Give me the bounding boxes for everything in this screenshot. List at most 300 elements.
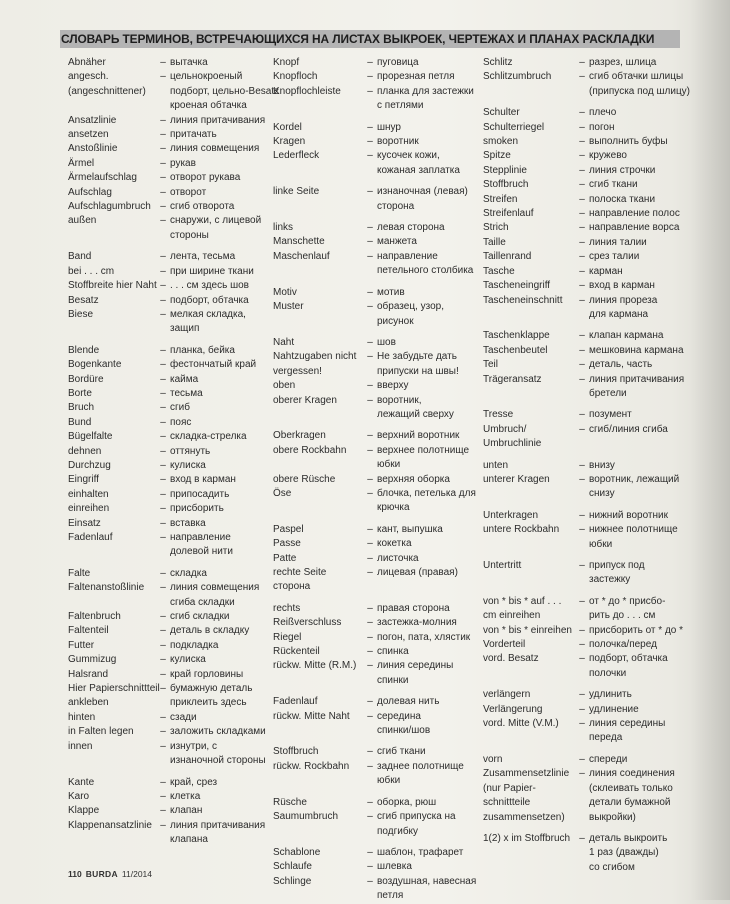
entry-dash: – [579, 524, 585, 536]
entry-dash: – [579, 832, 585, 844]
entry-dash: – [367, 57, 373, 68]
glossary-entry [273, 760, 473, 774]
entry-translation: планка для застежки [377, 85, 474, 97]
entry-term: Halsrand [68, 668, 109, 680]
glossary-entry [483, 667, 698, 681]
glossary-entry [273, 580, 473, 594]
entry-translation: линия середины [589, 718, 666, 730]
glossary-entry [68, 99, 268, 113]
entry-term: unten [483, 459, 509, 471]
entry-dash: – [160, 359, 166, 371]
entry-term: Tasche [483, 265, 515, 277]
entry-term: Blende [68, 344, 100, 356]
entry-term [483, 667, 575, 681]
entry-term [273, 501, 363, 515]
glossary-entry [68, 668, 268, 682]
entry-spacer [483, 825, 698, 832]
glossary-entry [483, 731, 698, 745]
entry-dash: – [367, 394, 373, 406]
entry-term: Teil [483, 359, 499, 371]
entry-dash: – [160, 308, 166, 320]
glossary-entry [68, 653, 268, 667]
entry-dash: – [367, 336, 373, 348]
entry-dash: – [579, 595, 585, 607]
entry-dash: – [579, 459, 585, 471]
entry-translation: кожаная заплатка [377, 164, 460, 176]
entry-dash: – [367, 85, 373, 97]
glossary-entry [483, 595, 698, 609]
glossary-entry [68, 754, 268, 768]
entry-translation: воздушная, навесная [377, 875, 477, 887]
entry-translation: подборт, обтачка [589, 653, 668, 665]
entry-dash: – [160, 776, 166, 788]
entry-dash: – [160, 445, 166, 457]
glossary-entry [273, 473, 473, 487]
entry-dash: – [579, 208, 585, 220]
entry-term [68, 322, 156, 336]
entry-term [483, 308, 575, 322]
entry-translation: погон [589, 121, 615, 133]
glossary-entry [68, 596, 268, 610]
entry-translation: 1 раз (дважды) [589, 847, 659, 859]
entry-dash [575, 85, 589, 99]
entry-translation: фестончатый край [170, 359, 257, 371]
entry-translation: карман [589, 265, 623, 277]
glossary-entry [273, 724, 473, 738]
entry-term: Schlitzumbruch [483, 71, 552, 83]
entry-translation: припосадить [170, 488, 230, 500]
entry-term: Bordüre [68, 373, 104, 385]
entry-translation: направление [377, 250, 438, 262]
entry-dash: – [160, 265, 166, 277]
entry-translation: линия притачивания [170, 114, 266, 126]
entry-translation: бретели [589, 387, 627, 399]
entry-term: Eingriff [68, 474, 99, 486]
entry-term [273, 99, 363, 113]
glossary-entry [68, 358, 268, 372]
entry-translation: вход в карман [170, 474, 236, 486]
entry-dash [575, 846, 589, 860]
entry-term [68, 754, 156, 768]
entry-dash: – [160, 373, 166, 385]
entry-dash: – [160, 201, 166, 213]
glossary-entry [483, 193, 698, 207]
entry-translation: линия притачивания [589, 373, 685, 385]
entry-translation: подгибку [377, 825, 419, 837]
entry-translation: прорезная петля [377, 71, 455, 83]
glossary-entry [68, 567, 268, 581]
entry-dash: – [579, 179, 585, 191]
entry-dash: – [367, 696, 373, 708]
entry-term: oberer Kragen [273, 394, 337, 406]
glossary-entry [68, 473, 268, 487]
entry-dash: – [367, 250, 373, 262]
entry-term [273, 774, 363, 788]
entry-term: zusammensetzen) [483, 811, 565, 823]
glossary-entry [68, 430, 268, 444]
entry-term: Stoffbruch [483, 179, 529, 191]
entry-dash [363, 164, 377, 178]
entry-dash [363, 674, 377, 688]
entry-dash [363, 889, 377, 903]
entry-dash: – [579, 222, 585, 234]
entry-term: obere Rüsche [273, 473, 336, 485]
entry-dash: – [579, 107, 585, 119]
entry-term: Futter [68, 639, 95, 651]
entry-dash: – [160, 625, 166, 637]
glossary-entry [483, 221, 698, 235]
entry-translation: припуски на швы! [377, 365, 459, 377]
entry-translation: сторона [377, 200, 415, 212]
entry-term: Durchzug [68, 459, 111, 471]
entry-term: Rückenteil [273, 646, 320, 658]
entry-translation: линия середины [377, 660, 454, 672]
entry-spacer [483, 401, 698, 408]
entry-dash: – [367, 646, 373, 658]
entry-dash: – [367, 875, 373, 887]
entry-translation: с петлями [377, 100, 424, 112]
entry-dash [363, 365, 377, 379]
entry-term: vorn [483, 753, 503, 765]
glossary-entry [68, 344, 268, 358]
entry-translation: сгиб ткани [589, 179, 638, 191]
entry-translation: мотив [377, 286, 405, 298]
glossary-entry [68, 624, 268, 638]
entry-translation: детали бумажной [589, 797, 671, 809]
entry-translation: переда [589, 732, 623, 744]
glossary-entry [68, 56, 268, 70]
entry-term: Aufschlagumbruch [68, 201, 151, 213]
entry-translation: защип [170, 323, 200, 335]
glossary-entry [483, 796, 698, 810]
entry-term: bei . . . cm [68, 265, 115, 277]
entry-term: Vorderteil [483, 639, 526, 651]
entry-dash: – [160, 668, 166, 680]
entry-dash [156, 833, 170, 847]
entry-term: Ärmelaufschlag [68, 172, 137, 184]
glossary-entry [68, 279, 268, 293]
entry-dash: – [160, 740, 166, 752]
entry-spacer [483, 322, 698, 329]
magazine-issue: 11/2014 [121, 869, 153, 879]
entry-dash: – [367, 567, 373, 578]
glossary-entry [68, 682, 268, 696]
entry-dash: – [579, 150, 585, 162]
glossary-entry [483, 688, 698, 702]
entry-translation: полочки [589, 667, 627, 679]
entry-dash: – [160, 294, 166, 306]
entry-translation: деталь в складку [170, 625, 250, 637]
entry-translation: кант, выпушка [377, 523, 443, 535]
entry-translation: плечо [589, 107, 617, 119]
entry-translation: спинки [377, 674, 409, 686]
entry-term: Ansatzlinie [68, 114, 117, 126]
entry-dash: – [160, 532, 166, 543]
entry-term: Umbruchlinie [483, 438, 542, 450]
entry-dash [363, 458, 377, 472]
glossary-entry [483, 753, 698, 767]
page-number: 110 [68, 869, 82, 879]
entry-translation: блочка, петелька для [377, 487, 476, 499]
entry-translation: снизу [589, 488, 615, 500]
entry-dash: – [160, 114, 166, 126]
glossary-entry [483, 832, 698, 846]
entry-dash: – [579, 423, 585, 435]
entry-term: Streifen [483, 193, 518, 205]
entry-term [273, 408, 363, 422]
glossary-entry [483, 344, 698, 358]
entry-dash: – [367, 861, 373, 873]
entry-dash [156, 99, 170, 113]
glossary-entry [483, 717, 698, 731]
entry-term: linke Seite [273, 186, 320, 198]
entry-dash: – [367, 660, 373, 672]
entry-term [483, 846, 575, 860]
glossary-entry [273, 710, 473, 724]
entry-translation: . . . см здесь шов [170, 280, 249, 292]
entry-translation: выкройки) [589, 811, 636, 823]
entry-translation: рисунок [377, 315, 414, 327]
entry-term: angesch. [68, 71, 109, 83]
glossary-entry [68, 294, 268, 308]
entry-term [68, 545, 156, 559]
entry-translation: полоска ткани [589, 193, 656, 205]
glossary-entry [483, 121, 698, 135]
entry-term: (angeschnittener) [68, 85, 146, 97]
entry-spacer [273, 279, 473, 286]
glossary-entry [483, 236, 698, 250]
glossary-entry [483, 207, 698, 221]
entry-term [273, 200, 363, 214]
entry-term: Besatz [68, 294, 99, 306]
entry-translation: воротник [377, 136, 419, 148]
glossary-entry [273, 501, 473, 515]
entry-dash: – [579, 136, 585, 148]
entry-dash: – [579, 753, 585, 765]
entry-term: Ärmel [68, 157, 95, 169]
entry-translation: шаблон, трафарет [377, 846, 464, 858]
entry-spacer [483, 452, 698, 459]
entry-term: Aufschlag [68, 186, 112, 198]
entry-term: Stoffbreite hier Naht [68, 280, 157, 292]
entry-term: Muster [273, 301, 304, 313]
entry-translation: линия совмещения [170, 143, 260, 155]
entry-term: Bügelfalte [68, 431, 113, 443]
entry-term: verlängern [483, 689, 531, 701]
entry-dash [156, 229, 170, 243]
entry-translation: сгиба складки [170, 596, 235, 608]
entry-dash [575, 487, 589, 501]
entry-translation: подборт, обтачка [170, 294, 249, 306]
entry-dash: – [160, 711, 166, 723]
entry-dash: – [160, 143, 166, 155]
entry-dash: – [579, 768, 585, 780]
entry-dash: – [579, 373, 585, 385]
glossary-entry [68, 445, 268, 459]
entry-dash: – [579, 624, 585, 636]
glossary-entry [273, 825, 473, 839]
entry-dash: – [160, 805, 166, 817]
entry-translation: оттянуть [170, 445, 211, 457]
entry-dash: – [579, 509, 585, 521]
entry-translation: сзади [170, 711, 197, 723]
entry-dash: – [579, 121, 585, 133]
entry-spacer [273, 595, 473, 602]
glossary-entry [68, 776, 268, 790]
entry-dash: – [579, 473, 585, 485]
entry-term: Faltenbruch [68, 611, 121, 623]
entry-term [68, 229, 156, 243]
entry-term: Biese [68, 308, 94, 320]
entry-term [68, 99, 156, 113]
entry-spacer [68, 769, 268, 776]
entry-dash: – [579, 718, 585, 730]
entry-dash [156, 85, 170, 99]
entry-translation: Не забудьте дать [377, 351, 457, 363]
entry-term: Falte [68, 567, 91, 579]
entry-dash: – [579, 359, 585, 371]
entry-dash [156, 754, 170, 768]
glossary-entry [273, 523, 473, 537]
entry-translation: присборить [170, 503, 224, 515]
entry-term: einreihen [68, 503, 110, 515]
entry-translation: кулиска [170, 654, 206, 666]
glossary-entry [483, 609, 698, 623]
entry-translation: клапан [170, 805, 203, 817]
entry-translation: левая сторона [377, 222, 445, 234]
entry-translation: полочка/перед [589, 639, 657, 651]
glossary-entry [273, 602, 473, 616]
glossary-entry [273, 774, 473, 788]
entry-dash: – [579, 703, 585, 715]
entry-term: 1(2) x im Stoffbruch [483, 832, 571, 844]
entry-term: Klappenansatzlinie [68, 819, 152, 831]
entry-translation: листочка [377, 552, 419, 564]
entry-translation [377, 580, 473, 594]
magazine-brand: BURDA [85, 869, 118, 879]
glossary-entry [273, 537, 473, 551]
entry-dash: – [160, 517, 166, 529]
entry-dash [156, 545, 170, 559]
glossary-entry [483, 265, 698, 279]
entry-term: Nahtzugaben nicht [273, 351, 357, 363]
entry-term: Schlaufe [273, 861, 312, 873]
entry-translation: кружево [589, 150, 627, 162]
entry-term: unterer Kragen [483, 473, 550, 485]
glossary-entry [483, 250, 698, 264]
entry-translation: лежащий сверху [377, 408, 454, 420]
glossary-entry [68, 85, 280, 99]
entry-term: Manschette [273, 236, 325, 248]
entry-dash: – [579, 689, 585, 701]
glossary-entry [273, 121, 473, 135]
glossary-entry [68, 114, 268, 128]
entry-spacer [273, 738, 473, 745]
entry-term: Schulter [483, 107, 520, 119]
entry-translation: выполнить буфы [589, 136, 668, 148]
glossary-entry [483, 437, 698, 451]
glossary-entry [273, 889, 473, 903]
entry-translation: сгиб отворота [170, 201, 235, 213]
entry-translation: сгиб припуска на [377, 811, 456, 823]
glossary-entry [273, 365, 473, 379]
entry-translation: застежка-молния [377, 617, 457, 629]
entry-dash: – [160, 488, 166, 500]
entry-translation: припуск под [589, 560, 645, 571]
entry-term: Taschenbeutel [483, 344, 548, 356]
glossary-entry [483, 85, 698, 99]
entry-translation: долевая нить [377, 696, 440, 708]
entry-spacer [273, 114, 473, 121]
entry-spacer [273, 839, 473, 846]
entry-term: rückw. Mitte Naht [273, 710, 350, 722]
glossary-entry [483, 652, 698, 666]
entry-dash [575, 861, 589, 875]
entry-spacer [68, 337, 268, 344]
glossary-entry [483, 358, 698, 372]
entry-translation: линия совмещения [170, 582, 260, 594]
entry-term: rechts [273, 602, 301, 614]
entry-dash: – [160, 215, 166, 227]
entry-translation: мелкая складка, [170, 308, 246, 320]
entry-term: außen [68, 215, 97, 227]
glossary-entry [273, 286, 473, 300]
entry-dash: – [579, 294, 585, 306]
entry-dash: – [367, 473, 373, 485]
entry-translation: край горловины [170, 668, 244, 680]
glossary-entry [273, 458, 473, 472]
entry-dash: – [367, 602, 373, 614]
glossary-entry [273, 745, 473, 759]
glossary-entry [483, 559, 698, 573]
entry-term: Naht [273, 336, 295, 348]
entry-translation: верхняя оборка [377, 473, 450, 485]
entry-dash: – [367, 236, 373, 248]
entry-translation: подкладка [170, 639, 219, 651]
glossary-entry [273, 56, 473, 70]
glossary-entry [68, 200, 268, 214]
entry-translation: верхний воротник [377, 430, 460, 442]
entry-dash [363, 580, 377, 594]
entry-spacer [273, 789, 473, 796]
entry-term [273, 674, 363, 688]
entry-dash [363, 408, 377, 422]
page-title: СЛОВАРЬ ТЕРМИНОВ, ВСТРЕЧАЮЩИХСЯ НА ЛИСТАХ ВЫКРОЕК, ЧЕРТЕЖАХ И ПЛАНАХ РАСКЛАДКИ [60, 32, 655, 46]
glossary-entry [483, 573, 698, 587]
glossary-entry [273, 846, 473, 860]
glossary-entry [68, 517, 268, 531]
entry-dash: – [367, 617, 373, 629]
entry-translation: подборт, цельно-Besatz [170, 85, 280, 97]
entry-translation: юбки [377, 459, 401, 471]
entry-dash: – [160, 819, 166, 831]
entry-term [273, 315, 363, 329]
entry-term: Streifenlauf [483, 208, 534, 220]
glossary-entry [68, 833, 268, 847]
entry-term: ankleben [68, 697, 109, 709]
entry-translation: изнаночной стороны [170, 755, 266, 767]
glossary-entry [483, 509, 698, 523]
glossary-entry [273, 70, 473, 84]
entry-translation: пуговица [377, 57, 419, 68]
entry-dash [156, 322, 170, 336]
glossary-entry [273, 135, 473, 149]
entry-translation: линия талии [589, 236, 647, 248]
glossary-entry [483, 538, 698, 552]
entry-term [483, 387, 575, 401]
entry-term: hinten [68, 711, 96, 723]
entry-dash: – [160, 503, 166, 515]
